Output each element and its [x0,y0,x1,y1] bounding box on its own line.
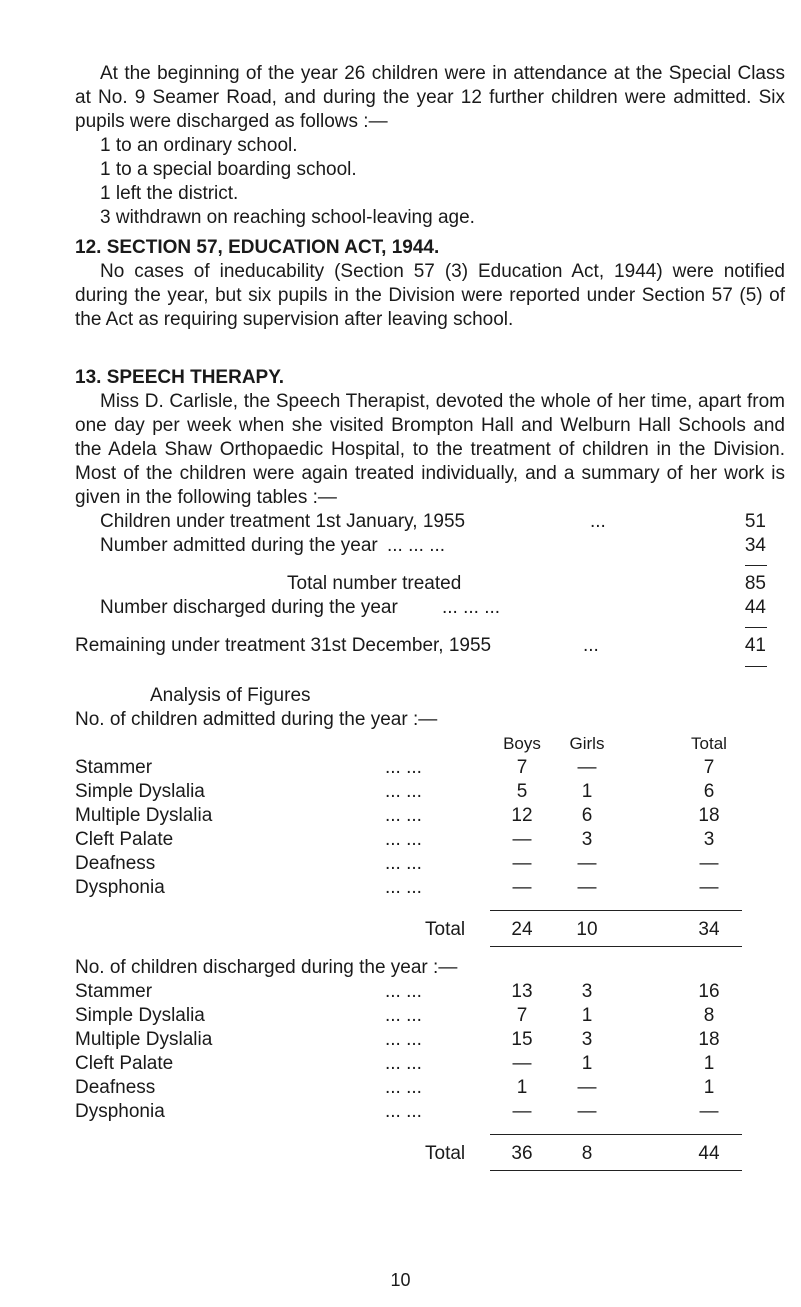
leader-dots: ... ... [385,981,422,1002]
column-header-total: Total [691,734,727,753]
table-caption: No. of children discharged during the year :— [75,957,458,978]
row-label: Simple Dyslalia [75,1005,205,1026]
cell-girls: 3 [581,1029,593,1050]
row-label: Deafness [75,1077,156,1098]
leader-dots: ... ... [385,757,422,778]
cell-total: — [699,853,719,874]
cell-total: 8 [703,1005,715,1026]
analysis-title: Analysis of Figures [150,685,311,706]
table-caption: No. of children admitted during the year :— [75,709,438,730]
total-rule-bottom [490,1170,742,1171]
leader-dots: ... ... [385,1005,422,1026]
cell-boys: — [512,1101,532,1122]
cell-total: 1 [703,1053,715,1074]
total-girls: 10 [576,919,598,940]
leader-dots: ... ... ... [387,535,446,556]
total-label: Total [425,919,466,940]
total-label: Total [425,1143,466,1164]
cell-girls: 6 [581,805,593,826]
cell-girls: 3 [581,829,593,850]
section-text: No cases of ineducability (Section 57 (3) Education Act, 1944) were notified during the year, but six pupils in the Division were reported under Section 57 (5) of the Act as requiring supervision after leaving school. [75,261,785,330]
total-rule-top [490,1134,742,1135]
cell-total: 7 [703,757,715,778]
leader-dots: ... ... [385,781,422,802]
summary-value: 34 [744,535,766,556]
leader-dots: ... ... [385,829,422,850]
list-item: 1 to an ordinary school. [100,135,298,156]
cell-boys: — [512,853,532,874]
cell-total: — [699,877,719,898]
list-item: 1 left the district. [100,183,239,204]
sum-rule [745,627,767,628]
summary-label: Remaining under treatment 31st December, 1955 [75,635,492,656]
leader-dots: ... ... [385,1077,422,1098]
row-label: Dysphonia [75,877,165,898]
summary-value: 85 [744,573,766,594]
total-rule-top [490,910,742,911]
summary-value: 44 [744,597,766,618]
row-label: Dysphonia [75,1101,165,1122]
leader-dots: ... ... [385,1101,422,1122]
total-boys: 36 [511,1143,533,1164]
cell-girls: — [577,1101,597,1122]
cell-girls: — [577,853,597,874]
cell-total: 1 [703,1077,715,1098]
cell-girls: 3 [581,981,593,1002]
cell-total: 16 [698,981,720,1002]
column-header-girls: Girls [569,734,605,753]
leader-dots: ... ... [385,853,422,874]
leader-dots: ... [590,511,606,532]
row-label: Stammer [75,757,153,778]
column-header-boys: Boys [503,734,541,753]
total-total: 34 [698,919,720,940]
leader-dots: ... [583,635,599,656]
cell-boys: 5 [516,781,528,802]
leader-dots: ... ... [385,877,422,898]
row-label: Cleft Palate [75,1053,174,1074]
cell-total: 3 [703,829,715,850]
summary-value: 51 [744,511,766,532]
cell-boys: 1 [516,1077,528,1098]
summary-label: Children under treatment 1st January, 1955 [100,511,466,532]
row-label: Simple Dyslalia [75,781,205,802]
total-boys: 24 [511,919,533,940]
cell-boys: — [512,877,532,898]
section-heading: 12. SECTION 57, EDUCATION ACT, 1944. [75,237,440,258]
cell-boys: 15 [511,1029,533,1050]
cell-boys: 13 [511,981,533,1002]
cell-total: 18 [698,805,720,826]
list-item: 3 withdrawn on reaching school-leaving age. [100,207,475,228]
cell-boys: — [512,1053,532,1074]
leader-dots: ... ... [385,1053,422,1074]
leader-dots: ... ... [385,805,422,826]
summary-label: Number discharged during the year [100,597,398,618]
cell-total: 6 [703,781,715,802]
cell-boys: 12 [511,805,533,826]
total-girls: 8 [581,1143,593,1164]
row-label: Multiple Dyslalia [75,1029,213,1050]
cell-girls: 1 [581,1005,593,1026]
summary-label: Total number treated [287,573,462,594]
cell-girls: — [577,877,597,898]
section-heading: 13. SPEECH THERAPY. [75,367,285,388]
cell-girls: — [577,757,597,778]
cell-boys: 7 [516,1005,528,1026]
cell-girls: — [577,1077,597,1098]
summary-label: Number admitted during the year [100,535,378,556]
total-rule-bottom [490,946,742,947]
total-total: 44 [698,1143,720,1164]
cell-boys: 7 [516,757,528,778]
sum-rule [745,666,767,667]
list-item: 1 to a special boarding school. [100,159,357,180]
row-label: Cleft Palate [75,829,174,850]
cell-girls: 1 [581,781,593,802]
leader-dots: ... ... ... [442,597,501,618]
intro-paragraph: At the beginning of the year 26 children were in attendance at the Special Class at No. 9 Seamer Road, and during the year 12 further children were admitted. Six pupils were discharged as follows :— [75,63,785,132]
page-number: 10 [390,1270,411,1290]
cell-girls: 1 [581,1053,593,1074]
cell-total: 18 [698,1029,720,1050]
section-text: Miss D. Carlisle, the Speech Therapist, devoted the whole of her time, apart from one day per week when she visited Brompton Hall and Welburn Hall Schools and the Adela Shaw Orthopaedic Hospital, to the treatment of children in the Division. Most of the children were again treated individually, and a summary of her work is given in the following tables :— [75,391,785,508]
leader-dots: ... ... [385,1029,422,1050]
cell-total: — [699,1101,719,1122]
row-label: Stammer [75,981,153,1002]
row-label: Deafness [75,853,156,874]
summary-value: 41 [744,635,766,656]
sum-rule [745,565,767,566]
row-label: Multiple Dyslalia [75,805,213,826]
cell-boys: — [512,829,532,850]
